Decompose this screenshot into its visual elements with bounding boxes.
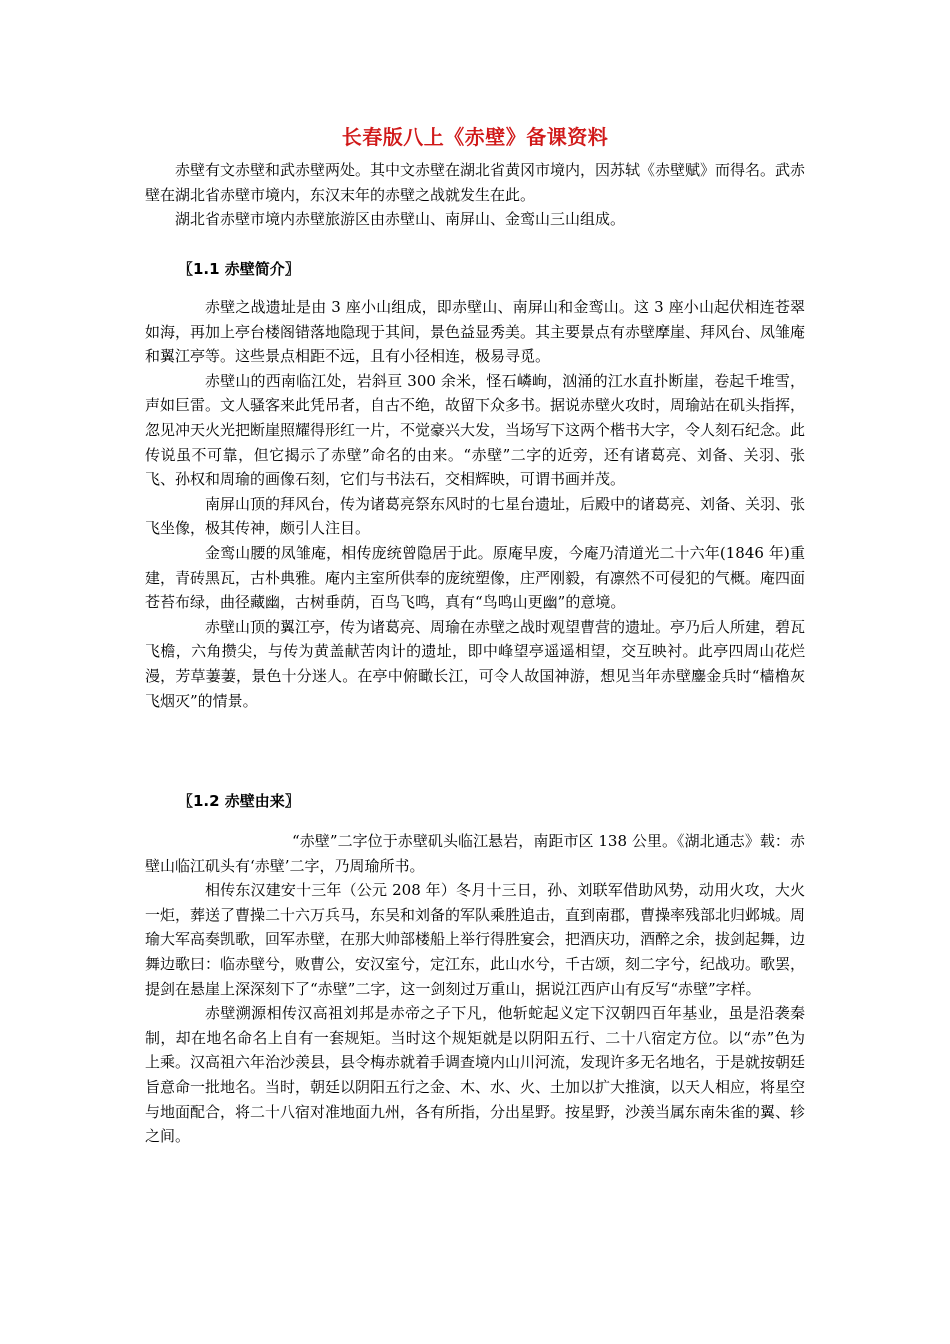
section-body-origin — [145, 829, 805, 1149]
body-paragraph: 赤壁山的西南临江处，岩斜亘 300 余米，怪石嶙峋，汹涌的江水直扑断崖，卷起千堆雪，声如巨雷。文人骚客来此凭吊者，自古不绝，故留下众多书。据说赤壁火攻时，周瑜站在矶头指挥，忽见冲天火光把断崖照耀得形红一片，不觉豪兴大发，当场写下这两个楷书大字，令人刻石纪念。此传说虽不可靠，但它揭示了赤壁”命名的由来。“赤壁”二字的近旁，还有诸葛亮、刘备、关羽、张飞、孙权和周瑜的画像石刻，它们与书法石，交相辉映，可谓书画并茂。 — [145, 371, 806, 489]
section-heading-intro: 〖1.1 赤壁简介〗 — [178, 260, 300, 278]
body-paragraph: 金鸾山腰的凤雏庵，相传庞统曾隐居于此。原庵早废，今庵乃清道光二十六年(1846 年)重建，青砖黑瓦，古朴典雅。庵内主室所供奉的庞统塑像，庄严刚毅，有凛然不可侵犯的气概。庵四面苍苔布绿，曲径藏幽，古树垂荫，百鸟飞鸣，真有“鸟鸣山更幽”的意境。 — [145, 543, 806, 612]
body-paragraph: 赤壁山顶的翼江亭，传为诸葛亮、周瑜在赤壁之战时观望曹营的遗址。亭乃后人所建，碧瓦飞檐，六角攒尖，与传为黄盖献苦肉计的遗址，即中峰望亭遥遥相望，交互映衬。此亭四周山花烂漫，芳草萋萋，景色十分迷人。在亭中俯瞰长江，可令人故国神游，想见当年赤壁鏖金兵时“樯橹灰飞烟灭”的情景。 — [145, 617, 806, 710]
body-paragraph: 赤壁之战遗址是由 3 座小山组成，即赤壁山、南屏山和金鸾山。这 3 座小山起伏相连苍翠如海，再加上亭台楼阁错落地隐现于其间，景色益显秀美。其主要景点有赤壁摩崖、拜风台、凤雏庵和翼江亭等。这些景点相距不远，且有小径相连，极易寻觅。 — [145, 298, 806, 366]
body-paragraph: 相传东汉建安十三年（公元 208 年）冬月十三日，孙、刘联军借助风势，动用火攻，大火一炬，葬送了曹操二十六万兵马，东吴和刘备的军队乘胜追击，直到南郡，曹操率残部北归邺城。周瑜大军高奏凯歌，回军赤壁，在那大帅部楼船上举行得胜宴会，把酒庆功，酒醉之余，拔剑起舞，边舞边歌曰：临赤壁兮，败曹公，安汉室兮，定江东，此山水兮，千古颂，刻二字兮，纪战功。歌罢，提剑在悬崖上深深刻下了“赤壁”二字，这一剑刻过万重山，据说江西庐山有反写“赤壁”字样。 — [145, 881, 806, 998]
body-paragraph: 南屏山顶的拜风台，传为诸葛亮祭东风时的七星台遗址，后殿中的诸葛亮、刘备、关羽、张飞坐像，极其传神，颇引人注目。 — [145, 494, 806, 538]
body-paragraph: “赤壁”二字位于赤壁矶头临江悬岩，南距市区 138 公里。《湖北通志》载：赤壁山临江矶头有‘赤壁’二字，乃周瑜所书。 — [145, 832, 805, 875]
intro-block — [145, 158, 805, 232]
intro-paragraph: 湖北省赤壁市境内赤壁旅游区由赤壁山、南屏山、金鸾山三山组成。 — [175, 210, 626, 228]
section-body-intro — [145, 295, 805, 713]
document-title: 长春版八上《赤壁》备课资料 — [341, 125, 609, 149]
body-paragraph: 赤壁溯源相传汉高祖刘邦是赤帝之子下凡，他斩蛇起义定下汉朝四百年基业，虽是沿袭秦制，却在地名命名上自有一套规矩。当时这个规矩就是以阴阳五行、二十八宿定方位。以“赤”色为上乘。汉高祖六年治沙羡县，县令梅赤就着手调查境内山川河流，发现许多无名地名，于是就按朝廷旨意命一批地名。当时，朝廷以阴阳五行之金、木、水、火、土加以扩大推演，以天人相应，将星空与地面配合，将二十八宿对准地面九州，各有所指，分出星野。按星野，沙羡当属东南朱雀的翼、轸之间。 — [145, 1004, 806, 1146]
intro-paragraph: 赤壁有文赤壁和武赤壁两处。其中文赤壁在湖北省黄冈市境内，因苏轼《赤壁赋》而得名。武赤壁在湖北省赤壁市境内，东汉末年的赤壁之战就发生在此。 — [145, 161, 806, 204]
section-heading-origin: 〖1.2 赤壁由来〗 — [178, 792, 300, 810]
